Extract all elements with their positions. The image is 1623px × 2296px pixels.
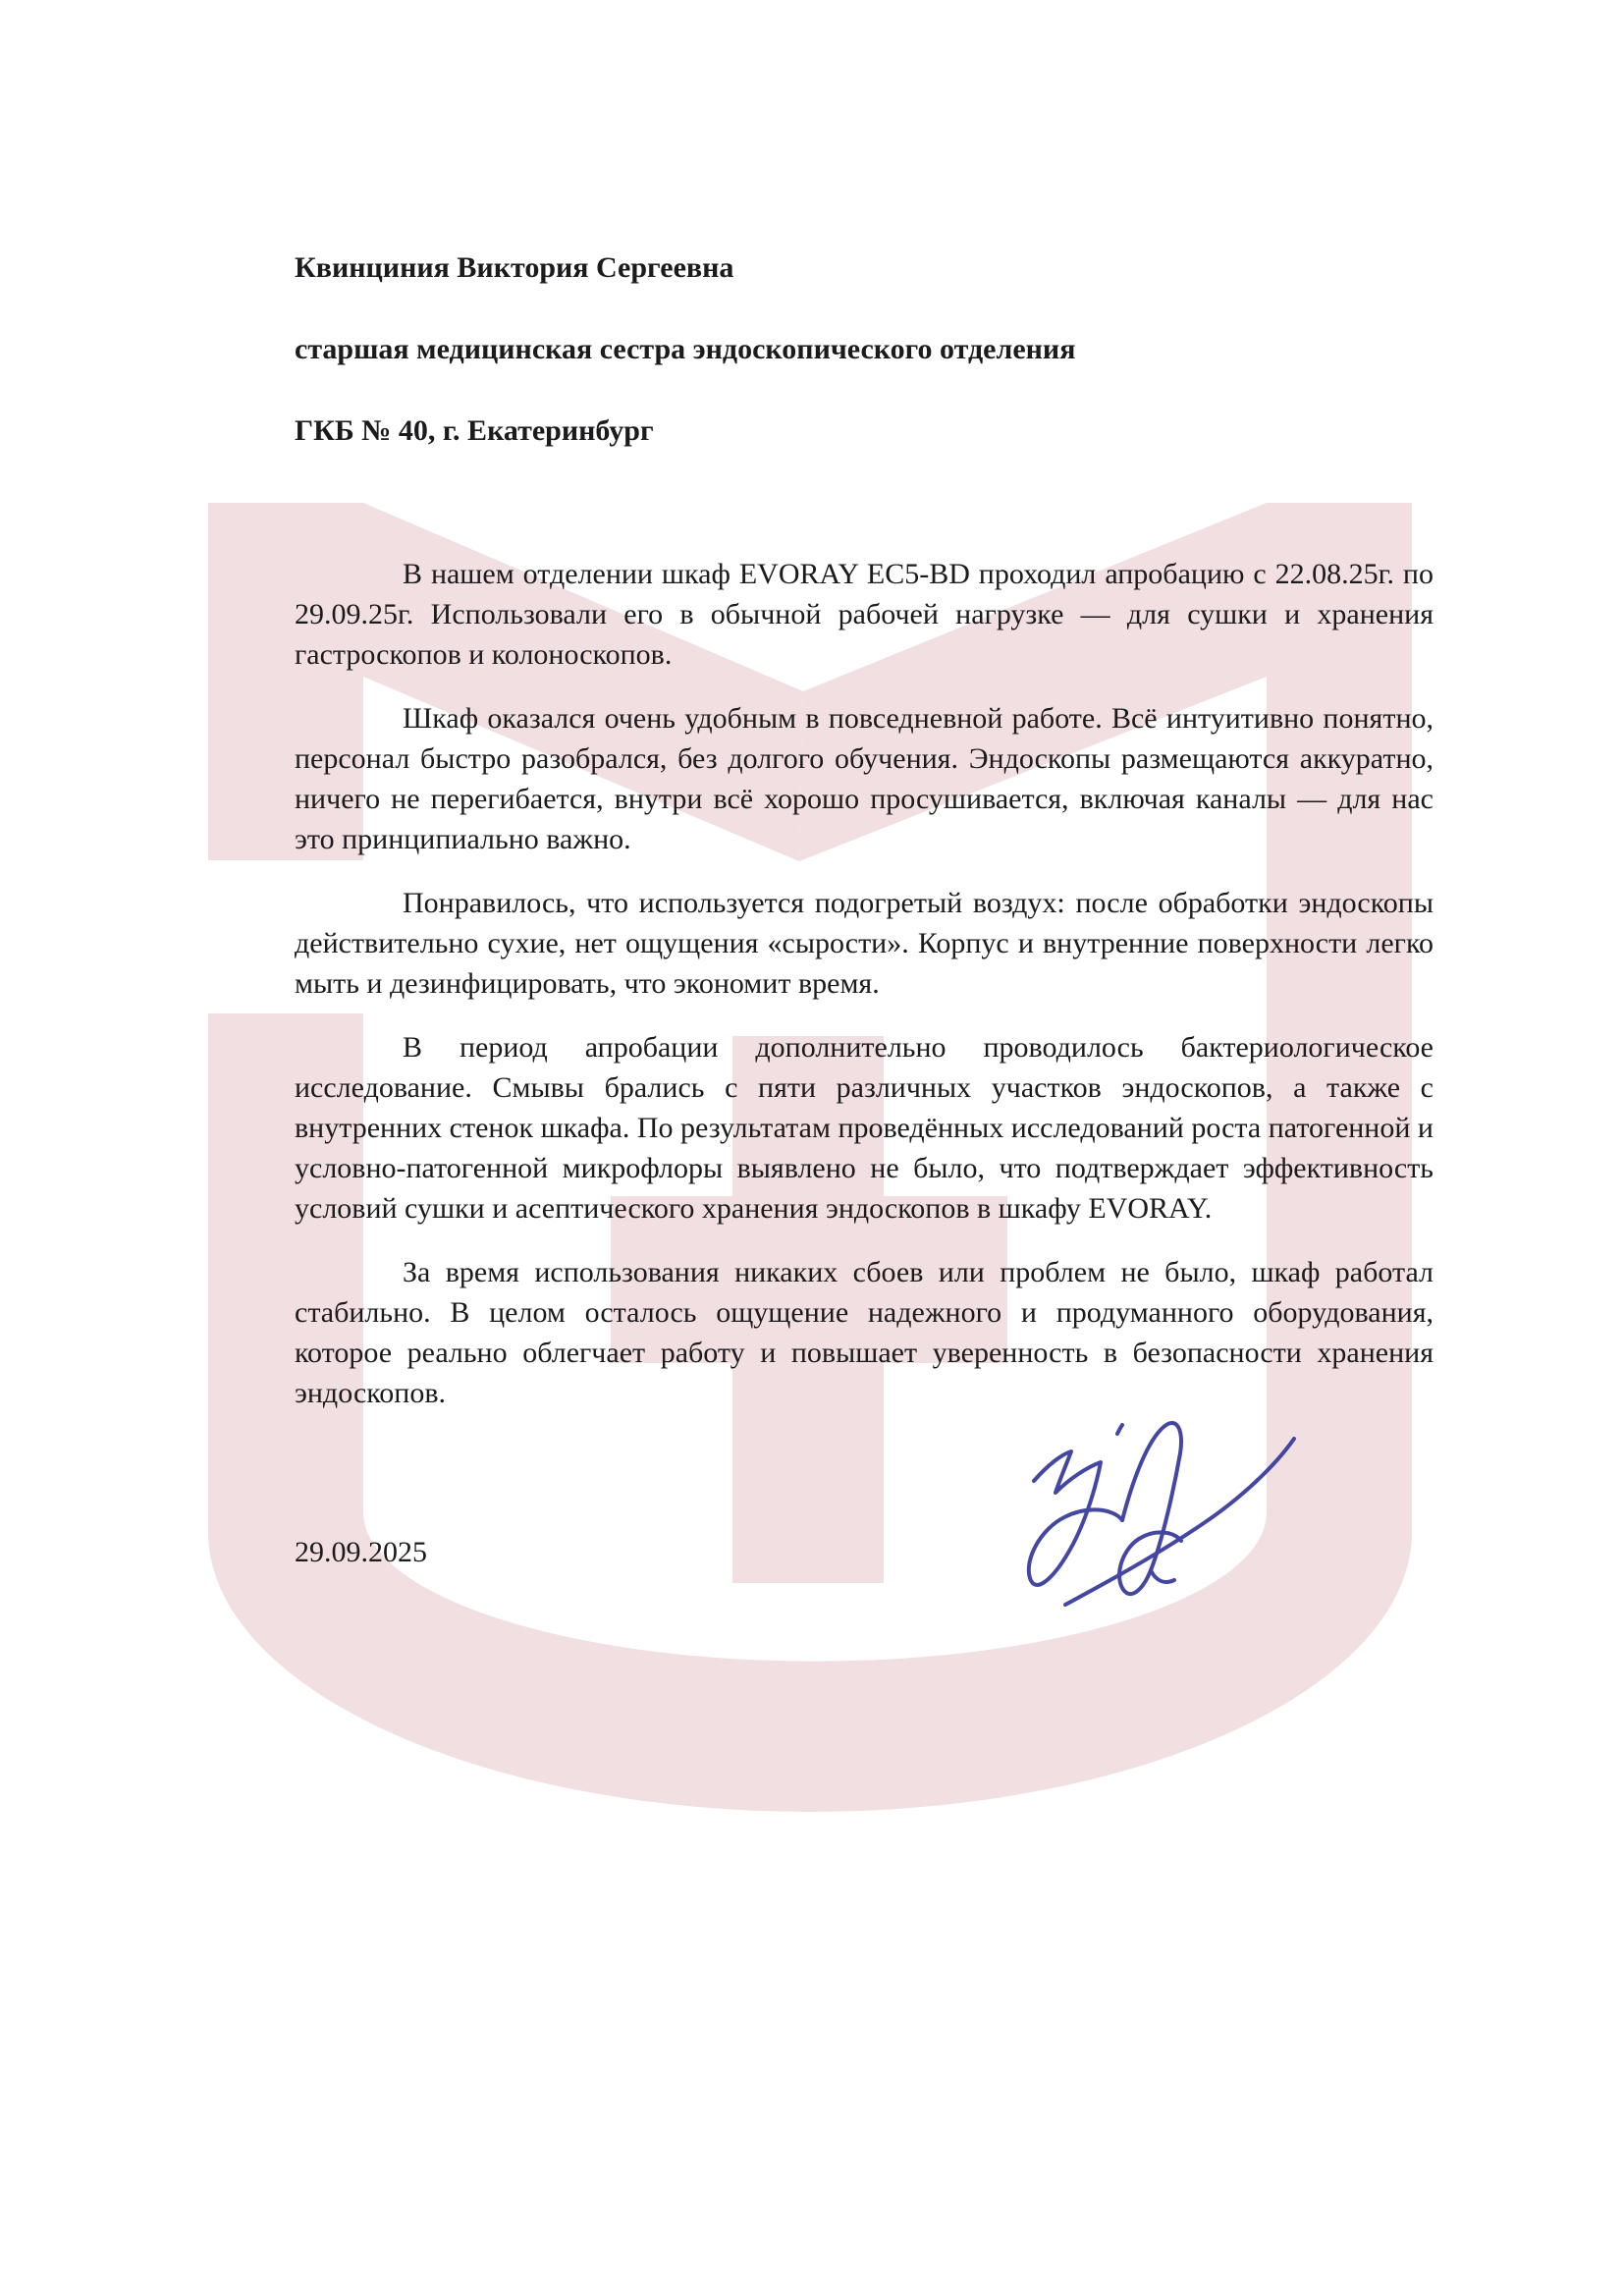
letter-body bbox=[295, 247, 1434, 1572]
author-name: Квинциния Виктория Сергеевна bbox=[295, 251, 734, 284]
author-title: старшая медицинская сестра эндоскопического отделения bbox=[295, 333, 1076, 365]
organization: ГКБ № 40, г. Екатеринбург bbox=[295, 414, 654, 447]
signature-stroke bbox=[1029, 1451, 1122, 1585]
date: 29.09.2025 bbox=[295, 1536, 427, 1568]
signature bbox=[1001, 1402, 1325, 1638]
body-paragraph: Шкаф оказался очень удобным в повседневной работе. Всё интуитивно понятно, персонал быстро разобрался, без долгого обучения. Эндоскопы размещаются аккуратно, ничего не перегибается, внутри всё хорошо просушивается, включая каналы — для нас это принципиально важно. bbox=[295, 702, 1434, 855]
signature-stroke bbox=[1151, 1570, 1174, 1582]
body-paragraph: В нашем отделении шкаф EVORAY EC5-BD проходил апробацию с 22.08.25г. по 29.09.25г. Использовали его в обычной рабочей нагрузке — для сушки и хранения гастроскопов и колоноскопов. bbox=[295, 558, 1434, 671]
body-paragraph: За время использования никаких сбоев или проблем не было, шкаф работал стабильно. В целом осталось ощущение надежного и продуманного оборудования, которое реально облегчает работу и повышает уверенность в безопасности хранения эндоскопов. bbox=[295, 1256, 1434, 1409]
body-paragraph: Понравилось, что используется подогретый воздух: после обработки эндоскопы действительно сухие, нет ощущения «сырости». Корпус и внутренние поверхности легко мыть и дезинфицировать, что экономит время. bbox=[295, 887, 1434, 1000]
body-paragraph: В период апробации дополнительно проводилось бактериологическое исследование. Смывы брались с пяти различных участков эндоскопов, а также с внутренних стенок шкафа. По результатам проведённых исследований роста патогенной и условно-патогенной микрофлоры выявлено не было, что подтверждает эффективность условий сушки и асептического хранения эндоскопов в шкафу EVORAY. bbox=[295, 1031, 1434, 1225]
signature-stroke bbox=[1117, 1425, 1122, 1434]
